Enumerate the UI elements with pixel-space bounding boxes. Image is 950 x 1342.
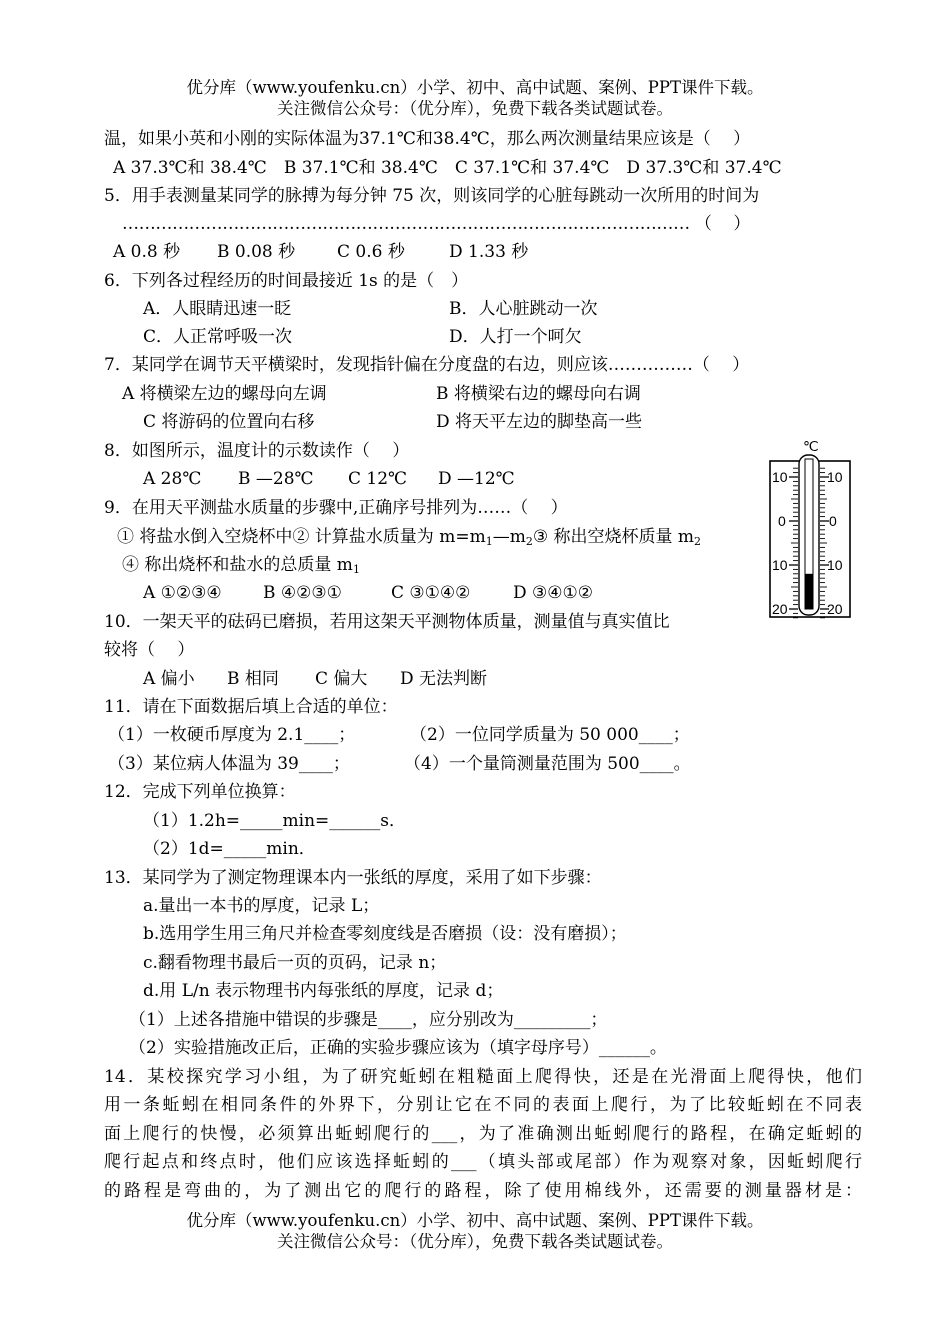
q9-text: 9．在用天平测盐水质量的步骤中,正确序号排列为……（ ） — [104, 498, 568, 518]
q12-item-2 — [143, 838, 316, 860]
q8-option-c: C 12℃ — [348, 469, 408, 489]
q6-option-a: A．人眼睛迅速一眨 — [143, 299, 292, 319]
q11-item-2 — [410, 724, 690, 746]
q12-item-1 — [143, 810, 406, 832]
q8-text: 8．如图所示，温度计的示数读作（ ） — [104, 441, 410, 461]
q12-item-1-end: s． — [380, 811, 407, 831]
q5-option-a: A 0.8 秒 — [113, 242, 181, 262]
q9-steps-1a: ① 将盐水倒入空烧杯中② 计算盐水质量为 m=m — [117, 527, 486, 547]
q11-item-1 — [108, 724, 355, 746]
thermometer-figure — [763, 437, 855, 619]
q8-option-b: B —28℃ — [238, 469, 314, 489]
footer-line-2: 关注微信公众号：（优分库），免费下载各类试题试卷。 — [277, 1232, 673, 1251]
q13-blank-3: ______ — [598, 1038, 650, 1058]
q7-option-c: C 将游码的位置向右移 — [143, 412, 315, 432]
q9-option-d: D ③④①② — [513, 583, 593, 603]
q6-option-c: C．人正常呼吸一次 — [143, 327, 293, 347]
q6-option-b: B．人心脏跳动一次 — [449, 299, 598, 319]
q13-part-2-end: 。 — [649, 1038, 667, 1058]
q12-item-1-mid: min= — [282, 811, 330, 831]
q4-options: A 37.3℃和 38.4℃ B 37.1℃和 38.4℃ C 37.1℃和 37.4℃ D 37.3℃和 37.4℃ — [113, 158, 782, 178]
q9-sub-4: 1 — [352, 563, 360, 576]
q11-blank-1: ____ — [304, 725, 339, 745]
q13-step-a: a.量出一本书的厚度，记录 L； — [143, 896, 380, 916]
q6-text: 6．下列各过程经历的时间最接近 1s 的是（ ） — [104, 271, 469, 291]
q11-blank-3: ____ — [298, 754, 333, 774]
q14-line-4 — [104, 1151, 862, 1173]
q7-option-d: D 将天平左边的脚垫高一些 — [436, 412, 643, 432]
q8-option-a: A 28℃ — [143, 469, 202, 489]
thermometer-liquid-column — [806, 574, 813, 609]
q10-text-2: 较将（ ） — [104, 640, 195, 660]
q9-option-b: B ④②③① — [263, 583, 342, 603]
q11-item-3-end: ； — [332, 754, 350, 774]
q9-steps-line-2 — [122, 554, 360, 581]
q9-steps-2a: ④ 称出烧杯和盐水的总质量 m — [122, 555, 353, 575]
thermometer-right-label-20: 20 — [827, 601, 843, 617]
q12-blank-3: _____ — [223, 839, 267, 859]
footer-line-1: 优分库（www.youfenku.cn）小学、初中、高中试题、案例、PPT课件下载。 — [186, 1211, 764, 1230]
thermometer-left-label-10-bottom: 10 — [772, 557, 788, 573]
q11-blank-2: ____ — [638, 725, 673, 745]
q14-line-1: 14．某校探究学习小组，为了研究蚯蚓在粗糙面上爬得快，还是在光滑面上爬得快，他们 — [104, 1067, 862, 1087]
q13-step-c: c.翻看物理书最后一页的页码，记录 n； — [143, 953, 447, 973]
q13-step-b: b.选用学生用三角尺并检查零刻度线是否磨损（设：没有磨损）； — [143, 924, 627, 944]
q13-part-2-text: （2）实验措施改正后，正确的实验步骤应该为（填字母序号） — [129, 1038, 599, 1058]
q10-option-d: D 无法判断 — [400, 669, 488, 689]
q14-line-5: 的路程是弯曲的，为了测出它的爬行的路程，除了使用棉线外，还需要的测量器材是： — [104, 1181, 862, 1201]
q14-line-4-end: （填头部或尾部）作为观察对象，因蚯蚓爬行 — [476, 1152, 863, 1172]
q5-dots: ………………………………………………………………………………………… （ ） — [122, 214, 751, 234]
q13-blank-2: _________ — [513, 1010, 591, 1030]
q12-blank-2: ______ — [329, 811, 381, 831]
q13-text: 13．某同学为了测定物理课本内一张纸的厚度，采用了如下步骤： — [104, 868, 602, 888]
q9-steps-1c: ③ 称出空烧杯质量 m — [532, 527, 694, 547]
thermometer-right-label-0: 0 — [829, 513, 837, 529]
q13-part-1-end: ； — [590, 1010, 608, 1030]
q11-item-1-text: （1）一枚硬币厚度为 2.1 — [108, 725, 305, 745]
q14-blank-1: ___ — [431, 1124, 458, 1144]
q9-sub-2: 2 — [525, 535, 533, 548]
q13-part-1 — [129, 1009, 607, 1031]
q9-option-a: A ①②③④ — [143, 583, 222, 603]
q9-steps-line-1 — [117, 526, 701, 553]
q13-step-d: d.用 L/n 表示物理书内每张纸的厚度，记录 d； — [143, 981, 504, 1001]
q14-line-3-end: ，为了准确测出蚯蚓爬行的路程，在确定蚯蚓的 — [457, 1124, 863, 1144]
q12-item-1-text: （1）1.2h= — [143, 811, 241, 831]
q11-item-1-end: ； — [338, 725, 356, 745]
thermometer-left-label-20: 20 — [772, 601, 788, 617]
q11-item-4 — [404, 753, 691, 775]
header-line-1: 优分库（www.youfenku.cn）小学、初中、高中试题、案例、PPT课件下载。 — [186, 78, 764, 97]
q9-sub-1: 1 — [485, 535, 493, 548]
q11-item-2-end: ； — [672, 725, 690, 745]
thermometer-left-label-0: 0 — [778, 513, 786, 529]
q13-blank-1: ____ — [377, 1010, 412, 1030]
q5-option-d: D 1.33 秒 — [449, 242, 529, 262]
thermometer-right-label-10-bottom: 10 — [827, 557, 843, 573]
q11-item-4-end: 。 — [673, 754, 691, 774]
q4-text: 温，如果小英和小刚的实际体温为37.1℃和38.4℃，那么两次测量结果应该是（ ） — [104, 129, 751, 149]
q12-item-2-text: （2）1d= — [143, 839, 224, 859]
q7-option-b: B 将横梁右边的螺母向右调 — [436, 384, 641, 404]
q13-part-1-text: （1）上述各措施中错误的步骤是 — [129, 1010, 378, 1030]
q11-item-3-text: （3）某位病人体温为 39 — [108, 754, 299, 774]
q10-option-b: B 相同 — [227, 669, 279, 689]
q14-line-3 — [104, 1123, 862, 1145]
q12-blank-1: _____ — [240, 811, 283, 831]
q7-option-a: A 将横梁左边的螺母向左调 — [122, 384, 327, 404]
q11-blank-4: ____ — [639, 754, 674, 774]
q6-option-d: D．人打一个呵欠 — [449, 327, 582, 347]
thermometer-right-label-10-top: 10 — [827, 469, 843, 485]
q10-option-c: C 偏大 — [315, 669, 368, 689]
q14-line-3-text: 面上爬行的快慢，必须算出蚯蚓爬行的 — [104, 1124, 432, 1144]
q5-text: 5．用手表测量某同学的脉搏为每分钟 75 次，则该同学的心脏每跳动一次所用的时间为 — [104, 186, 760, 206]
q5-option-c: C 0.6 秒 — [337, 242, 405, 262]
q13-part-2 — [129, 1037, 667, 1059]
q5-option-b: B 0.08 秒 — [217, 242, 296, 262]
q10-text-1: 10．一架天平的砝码已磨损，若用这架天平测物体质量，测量值与真实值比 — [104, 612, 670, 632]
q14-line-2: 用一条蚯蚓在相同条件的外界下，分别让它在不同的表面上爬行，为了比较蚯蚓在不同表 — [104, 1095, 862, 1115]
q11-item-2-text: （2）一位同学质量为 50 000 — [410, 725, 639, 745]
q11-item-4-text: （4）一个量筒测量范围为 500 — [404, 754, 640, 774]
q11-text: 11．请在下面数据后填上合适的单位： — [104, 697, 398, 717]
q10-option-a: A 偏小 — [143, 669, 195, 689]
q12-item-2-end: min． — [266, 839, 316, 859]
q14-blank-2: ___ — [450, 1152, 477, 1172]
q9-option-c: C ③①④② — [391, 583, 471, 603]
q14-line-4-text: 爬行起点和终点时，他们应该选择蚯蚓的 — [104, 1152, 451, 1172]
q8-option-d: D —12℃ — [438, 469, 515, 489]
q9-steps-1b: —m — [492, 527, 526, 547]
thermometer-left-label-10-top: 10 — [772, 469, 788, 485]
q11-item-3 — [108, 753, 350, 775]
header-line-2: 关注微信公众号：（优分库），免费下载各类试题试卷。 — [277, 99, 673, 118]
q12-text: 12．完成下列单位换算： — [104, 782, 296, 802]
q13-part-1-mid: ，应分别改为 — [411, 1010, 514, 1030]
q9-sub-3: 2 — [694, 535, 701, 548]
q7-text: 7．某同学在调节天平横梁时，发现指针偏在分度盘的右边，则应该……………（ ） — [104, 355, 750, 375]
thermometer-unit: ℃ — [803, 440, 819, 455]
